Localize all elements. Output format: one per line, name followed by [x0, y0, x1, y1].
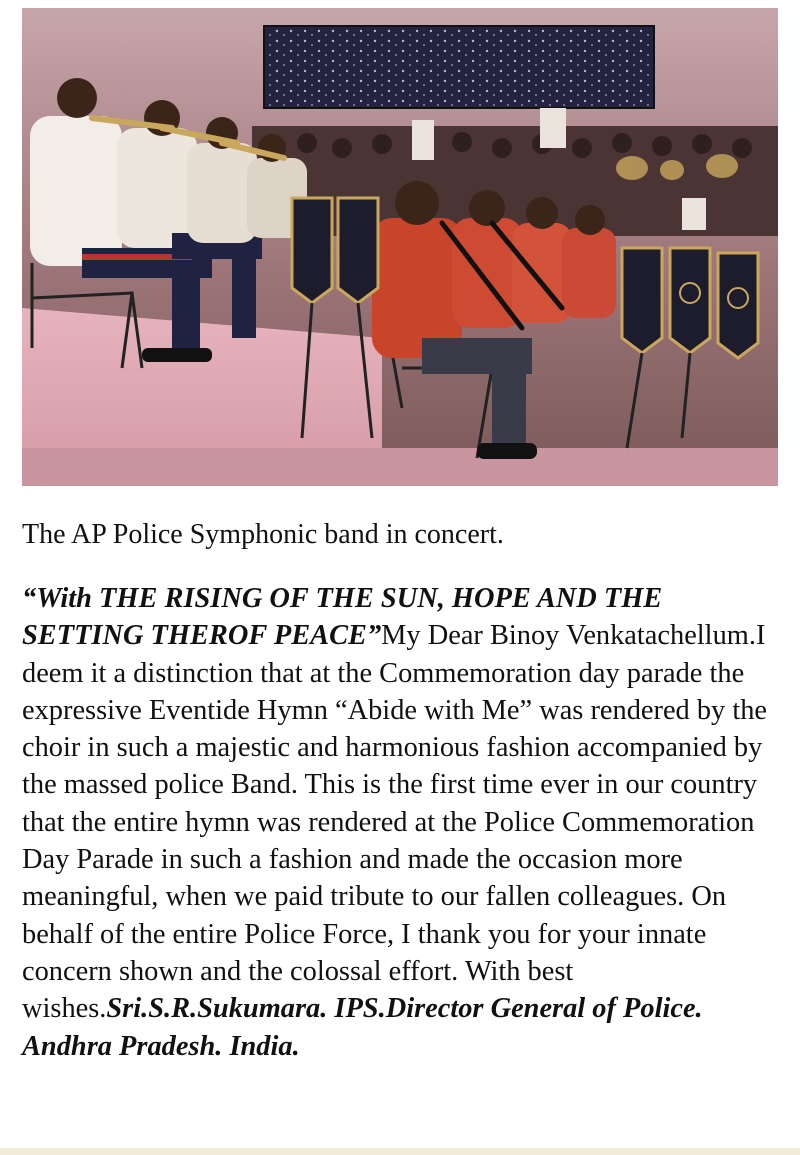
tribute-letter — [22, 580, 784, 1065]
band-photo — [22, 8, 778, 486]
letter-signature: Sri.S.R.Sukumara. IPS.Director General of Police. Andhra Pradesh. India. — [22, 993, 703, 1062]
photo-caption: The AP Police Symphonic band in concert. — [22, 519, 504, 550]
band-photo-illustration — [22, 8, 778, 486]
letter-quote: “With THE RISING OF THE SUN, HOPE AND THE SETTING THEROF PEACE” — [22, 583, 663, 652]
letter-body: My Dear Binoy Venkatachellum.I deem it a distinction that at the Commemoration day parade the expressive Eventide Hymn “Abide with Me” was rendered by the choir in such a majestic and harmonious fashion accompanied by the massed police Band. This is the first time ever in our country that the entire hymn was rendered at the Police Commemoration Day Parade in such a fashion and made the occasion more meaningful, when we paid tribute to our fallen colleagues. On behalf of the entire Police Force, I thank you for your innate concern shown and the colossal effort. With best wishes. — [22, 620, 768, 1025]
stage-banner — [264, 26, 654, 108]
bottom-divider — [0, 1148, 800, 1155]
